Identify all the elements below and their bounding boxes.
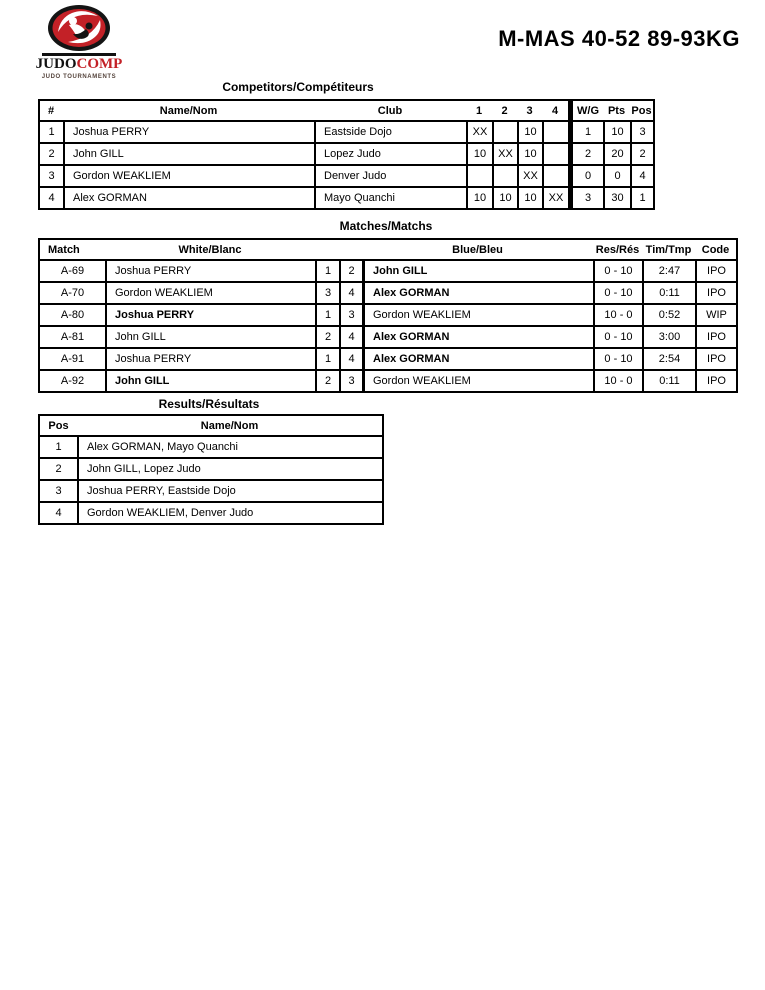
col-header-1: 1: [475, 104, 483, 117]
competitor-wins: 3: [568, 188, 603, 208]
col-header-result: Res/Rés: [595, 243, 640, 256]
competitor-points: 30: [603, 188, 630, 208]
match-result: 0 - 10: [593, 349, 642, 369]
match-time: 2:47: [642, 261, 695, 281]
match-time: 0:11: [642, 283, 695, 303]
match-row: [40, 281, 736, 303]
score-vs-1: 10: [466, 144, 492, 164]
competitor-position: 1: [630, 188, 653, 208]
match-time: 3:00: [642, 327, 695, 347]
col-header-4: 4: [551, 104, 559, 117]
competitor-row: [40, 186, 653, 208]
match-result: 10 - 0: [593, 371, 642, 391]
col-header-white-num: [315, 240, 339, 259]
blue-competitor: Alex GORMAN: [362, 349, 593, 369]
competitor-points: 20: [603, 144, 630, 164]
blue-competitor: John GILL: [362, 261, 593, 281]
col-header-name: Name/Nom: [159, 104, 218, 117]
blue-seed: 4: [339, 349, 362, 369]
competitor-points: 10: [603, 122, 630, 142]
result-row: [40, 479, 382, 501]
match-id: A-80: [60, 309, 85, 321]
col-header-pos: Pos: [48, 419, 69, 432]
competitor-position: 4: [630, 166, 653, 186]
white-seed: 3: [315, 283, 339, 303]
white-competitor: John GILL: [105, 327, 315, 347]
matches-table: [38, 238, 738, 393]
matches-section-title: Matches/Matchs: [339, 219, 433, 233]
logo-tagline: JUDO TOURNAMENTS: [41, 74, 117, 80]
col-header-pos: Pos: [631, 104, 652, 117]
match-time: 2:54: [642, 349, 695, 369]
col-header-3: 3: [526, 104, 533, 117]
competitors-table: [38, 99, 655, 210]
logo-text-comp: COMP: [76, 56, 123, 72]
result-row: [40, 457, 382, 479]
match-id: A-69: [60, 265, 85, 277]
competitor-club: Denver Judo: [314, 166, 466, 186]
col-header-name: Name/Nom: [200, 419, 259, 432]
score-vs-2: [492, 122, 517, 142]
score-vs-1: [466, 166, 492, 186]
competitor-points: 0: [603, 166, 630, 186]
result-row: [40, 435, 382, 457]
blue-seed: 4: [339, 327, 362, 347]
score-vs-2: XX: [492, 144, 517, 164]
col-header-wg: W/G: [568, 101, 603, 120]
blue-competitor: Gordon WEAKLIEM: [362, 371, 593, 391]
blue-seed: 3: [339, 371, 362, 391]
judo-throw-emblem-icon: [46, 4, 112, 52]
col-header-white: White/Blanc: [178, 243, 242, 256]
match-code: IPO: [695, 283, 736, 303]
match-row: [40, 325, 736, 347]
results-table: [38, 414, 384, 525]
result-position: 2: [55, 463, 62, 475]
competitor-position: 2: [630, 144, 653, 164]
results-section-title: Results/Résultats: [158, 397, 260, 411]
category-title: M-MAS 40-52 89-93KG: [498, 26, 740, 51]
blue-seed: 4: [339, 283, 362, 303]
result-name: Joshua PERRY, Eastside Dojo: [77, 481, 382, 501]
competitor-wins: 2: [568, 144, 603, 164]
col-header-time: Tim/Tmp: [645, 243, 692, 256]
competitor-wins: 1: [568, 122, 603, 142]
result-position: 1: [55, 441, 62, 453]
score-vs-3: 10: [517, 188, 542, 208]
score-vs-1: 10: [466, 188, 492, 208]
score-vs-1: XX: [466, 122, 492, 142]
match-id: A-92: [60, 375, 85, 387]
match-row: [40, 259, 736, 281]
score-vs-3: 10: [517, 122, 542, 142]
match-code: IPO: [695, 371, 736, 391]
competitor-num: 2: [48, 148, 55, 160]
col-header-code: Code: [701, 243, 730, 256]
competitor-club: Eastside Dojo: [314, 122, 466, 142]
white-seed: 2: [315, 327, 339, 347]
col-header-match: Match: [48, 243, 80, 256]
white-competitor: Joshua PERRY: [105, 261, 315, 281]
blue-competitor: Alex GORMAN: [362, 327, 593, 347]
white-seed: 1: [315, 349, 339, 369]
white-seed: 1: [315, 261, 339, 281]
match-code: WIP: [695, 305, 736, 325]
result-position: 3: [55, 485, 62, 497]
white-seed: 2: [315, 371, 339, 391]
competitor-position: 3: [630, 122, 653, 142]
competitor-row: [40, 120, 653, 142]
competitor-name: Alex GORMAN: [63, 188, 314, 208]
col-header-blue-num: [339, 240, 362, 259]
blue-seed: 3: [339, 305, 362, 325]
match-result: 10 - 0: [593, 305, 642, 325]
competitor-name: John GILL: [63, 144, 314, 164]
competitor-row: [40, 142, 653, 164]
col-header-num: #: [48, 104, 55, 117]
competitor-num: 3: [48, 170, 55, 182]
competitor-row: [40, 164, 653, 186]
white-competitor: Joshua PERRY: [105, 349, 315, 369]
match-code: IPO: [695, 327, 736, 347]
result-row: [40, 501, 382, 523]
logo-text-judo: JUDO: [35, 56, 77, 72]
match-result: 0 - 10: [593, 261, 642, 281]
score-vs-3: 10: [517, 144, 542, 164]
blue-seed: 2: [339, 261, 362, 281]
competitor-name: Joshua PERRY: [63, 122, 314, 142]
competitor-club: Mayo Quanchi: [314, 188, 466, 208]
white-seed: 1: [315, 305, 339, 325]
score-vs-2: 10: [492, 188, 517, 208]
blue-competitor: Alex GORMAN: [362, 283, 593, 303]
score-vs-3: XX: [517, 166, 542, 186]
col-header-pts: Pts: [607, 104, 626, 117]
match-id: A-81: [60, 331, 85, 343]
score-vs-4: [542, 122, 568, 142]
match-time: 0:52: [642, 305, 695, 325]
white-competitor: Gordon WEAKLIEM: [105, 283, 315, 303]
competitor-club: Lopez Judo: [314, 144, 466, 164]
judocomp-logo: [33, 4, 125, 80]
match-result: 0 - 10: [593, 283, 642, 303]
matches-header-row: [40, 240, 736, 259]
col-header-blue: Blue/Bleu: [452, 243, 503, 256]
score-vs-4: [542, 166, 568, 186]
logo-wordmark: [33, 57, 125, 72]
col-header-2: 2: [501, 104, 508, 117]
result-name: Alex GORMAN, Mayo Quanchi: [77, 437, 382, 457]
score-vs-4: [542, 144, 568, 164]
match-code: IPO: [695, 349, 736, 369]
score-vs-2: [492, 166, 517, 186]
competitor-num: 4: [48, 192, 55, 204]
result-name: John GILL, Lopez Judo: [77, 459, 382, 479]
col-header-club: Club: [377, 104, 403, 117]
match-row: [40, 369, 736, 391]
competitors-header-row: [40, 101, 653, 120]
result-name: Gordon WEAKLIEM, Denver Judo: [77, 503, 382, 523]
score-vs-4: XX: [542, 188, 568, 208]
blue-competitor: Gordon WEAKLIEM: [362, 305, 593, 325]
competitor-num: 1: [48, 126, 55, 138]
competitor-wins: 0: [568, 166, 603, 186]
competitors-section-title: Competitors/Compétiteurs: [222, 80, 374, 94]
match-code: IPO: [695, 261, 736, 281]
match-row: [40, 347, 736, 369]
white-competitor: Joshua PERRY: [105, 305, 315, 325]
white-competitor: John GILL: [105, 371, 315, 391]
result-position: 4: [55, 507, 62, 519]
competitor-name: Gordon WEAKLIEM: [63, 166, 314, 186]
match-id: A-70: [60, 287, 85, 299]
match-result: 0 - 10: [593, 327, 642, 347]
match-id: A-91: [60, 353, 85, 365]
match-time: 0:11: [642, 371, 695, 391]
results-header-row: [40, 416, 382, 435]
match-row: [40, 303, 736, 325]
